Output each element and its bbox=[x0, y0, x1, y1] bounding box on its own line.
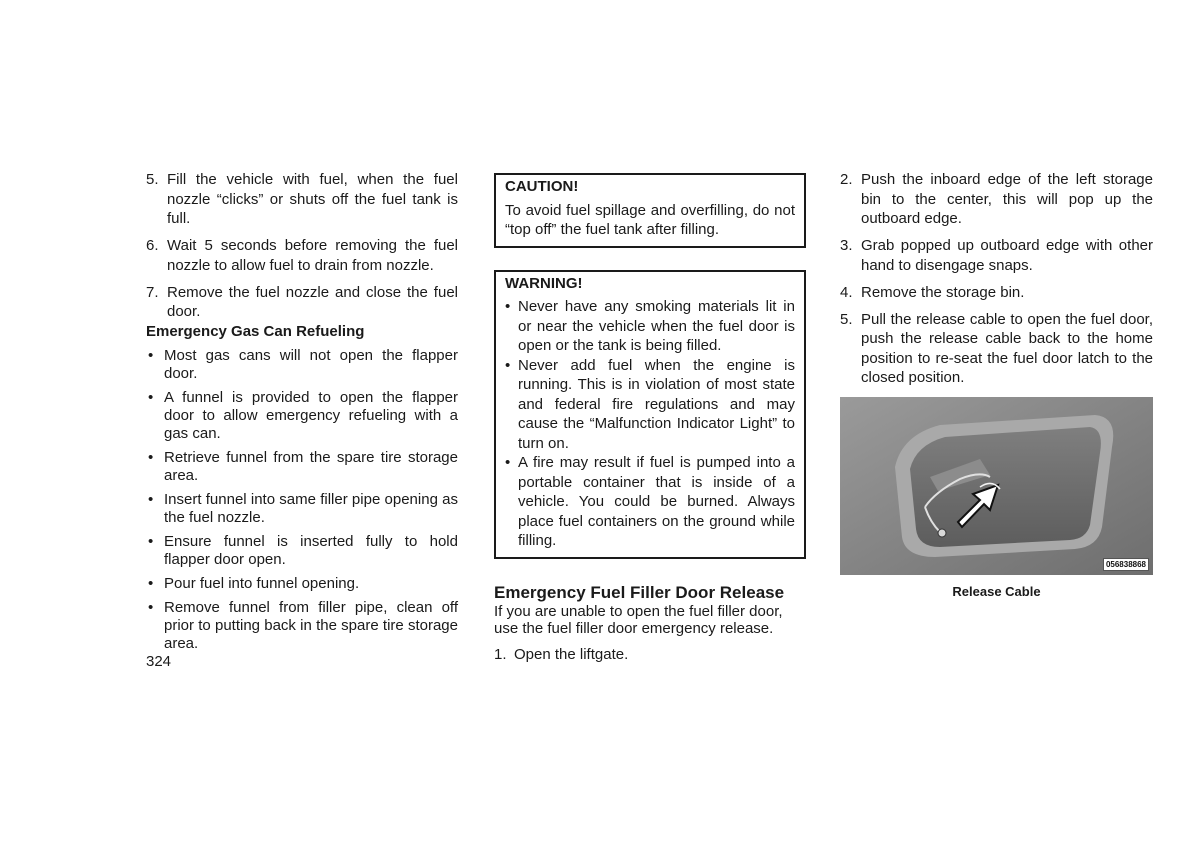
step-text: Wait 5 seconds before removing the fuel nozzle to allow fuel to drain from nozzle. bbox=[167, 237, 458, 274]
step-text: Pull the release cable to open the fuel door, push the release cable back to the home position to re-seat the fuel door latch to the closed position. bbox=[861, 310, 1153, 386]
list-item-text: Ensure funnel is inserted fully to hold flapper door open. bbox=[164, 533, 458, 568]
list-item bbox=[146, 389, 458, 443]
step-number: 5. bbox=[840, 310, 853, 328]
bullet-icon: • bbox=[505, 356, 511, 374]
step-5 bbox=[146, 170, 458, 229]
list-item bbox=[146, 575, 458, 593]
list-item-text: Insert funnel into same filler pipe opening as the fuel nozzle. bbox=[164, 491, 458, 526]
section-intro: If you are unable to open the fuel filler door, use the fuel filler door emergency release. bbox=[494, 602, 783, 637]
step-number: 4. bbox=[840, 283, 853, 301]
caution-box bbox=[494, 173, 806, 248]
step-text: Grab popped up outboard edge with other hand to disengage snaps. bbox=[861, 237, 1153, 274]
bullet-icon: • bbox=[148, 389, 154, 406]
cable-pull-loop bbox=[938, 529, 946, 537]
step-1 bbox=[494, 645, 806, 665]
bullet-icon: • bbox=[148, 347, 154, 364]
step-number: 1. bbox=[494, 645, 507, 663]
figure-caption: Release Cable bbox=[952, 583, 1041, 599]
step-2 bbox=[840, 170, 1153, 229]
warning-item bbox=[505, 453, 795, 551]
step-7 bbox=[146, 283, 458, 322]
bullet-icon: • bbox=[505, 298, 511, 315]
left-column bbox=[146, 170, 458, 659]
bullet-icon: • bbox=[148, 599, 154, 616]
list-item-text: Remove funnel from filler pipe, clean off prior to putting back in the spare tire storage area. bbox=[164, 599, 458, 652]
bullet-icon: • bbox=[148, 575, 154, 592]
bullet-icon: • bbox=[505, 454, 511, 471]
subheading-gas-can: Emergency Gas Can Refueling bbox=[146, 322, 365, 340]
bullet-icon: • bbox=[148, 491, 154, 508]
warning-item-text: Never add fuel when the engine is running. This is in violation of most state and federal fire regulations and may cause the “Malfunction Indicator Light” to turn on. bbox=[518, 356, 795, 452]
list-item-text: Retrieve funnel from the spare tire storage area. bbox=[164, 449, 458, 484]
right-column bbox=[840, 170, 1153, 601]
figure-code: 056838868 bbox=[1103, 558, 1149, 571]
page-number: 324 bbox=[146, 653, 172, 670]
warning-box bbox=[494, 270, 806, 559]
step-number: 2. bbox=[840, 171, 853, 188]
step-6 bbox=[146, 236, 458, 275]
step-3 bbox=[840, 236, 1153, 275]
list-item-text: Pour fuel into funnel opening. bbox=[164, 575, 360, 592]
bullet-icon: • bbox=[148, 449, 154, 466]
step-text: Fill the vehicle with fuel, when the fuel nozzle “clicks” or shuts off the fuel tank is full. bbox=[167, 171, 458, 227]
list-item-text: Most gas cans will not open the flapper door. bbox=[164, 347, 458, 382]
list-item bbox=[146, 599, 458, 653]
warning-title: WARNING! bbox=[505, 274, 583, 292]
caution-title: CAUTION! bbox=[505, 178, 579, 195]
warning-item-text: Never have any smoking materials lit in or near the vehicle when the fuel door is open or the tank is being filled. bbox=[518, 298, 795, 354]
middle-column bbox=[494, 170, 806, 664]
list-item bbox=[146, 491, 458, 527]
step-4 bbox=[840, 283, 1153, 303]
caution-text: To avoid fuel spillage and overfilling, do not “top off” the fuel tank after filling. bbox=[505, 201, 795, 238]
step-number: 6. bbox=[146, 237, 159, 254]
step-text: Remove the storage bin. bbox=[861, 283, 1025, 301]
step-number: 3. bbox=[840, 237, 853, 254]
warning-item bbox=[505, 297, 795, 356]
step-number: 5. bbox=[146, 171, 159, 188]
step-text: Remove the fuel nozzle and close the fuel door. bbox=[167, 283, 458, 320]
list-item bbox=[146, 347, 458, 383]
step-text: Push the inboard edge of the left storage bin to the center, this will pop up the outboard edge. bbox=[861, 171, 1153, 227]
warning-item-text: A fire may result if fuel is pumped into a portable container that is inside of a vehicle. You could be burned. Always place fuel containers on the ground while filling. bbox=[518, 454, 795, 549]
step-number: 7. bbox=[146, 283, 159, 301]
step-5-release bbox=[840, 310, 1153, 388]
release-cable-figure bbox=[840, 397, 1153, 575]
section-heading: Emergency Fuel Filler Door Release bbox=[494, 582, 785, 602]
release-cable-illustration bbox=[840, 397, 1153, 575]
step-text: Open the liftgate. bbox=[514, 645, 629, 663]
bullet-icon: • bbox=[148, 533, 154, 550]
list-item bbox=[146, 449, 458, 485]
list-item bbox=[146, 533, 458, 569]
warning-item bbox=[505, 356, 795, 454]
list-item-text: A funnel is provided to open the flapper door to allow emergency refueling with a gas can. bbox=[164, 389, 458, 442]
